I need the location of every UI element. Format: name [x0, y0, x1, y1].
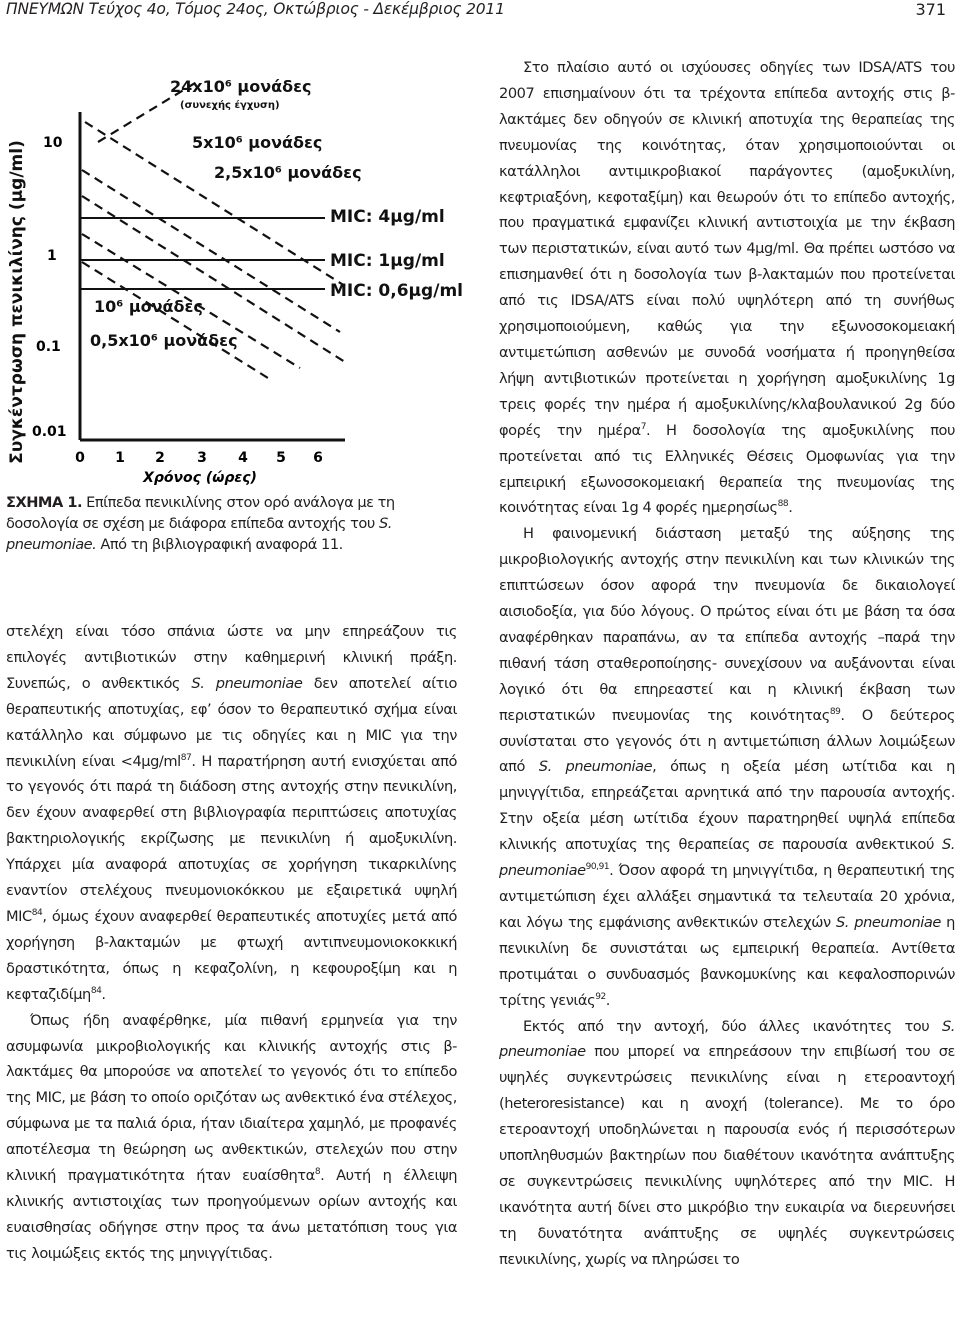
annotation-mic-1: MIC: 1μg/ml: [330, 251, 445, 271]
text-span: δεν αποτελεί αίτιο θεραπευτικής αποτυχίας, εφ’ όσον το θεραπευτικό σχήμα είναι κατάλληλο και σύμφωνο με τις οδηγίες και η MIC για την πενικιλίνη είναι <4μg/ml: [6, 674, 457, 770]
reference-sup: 88: [777, 499, 789, 510]
organism-italic: S. pneumoniae: [191, 674, 303, 692]
right-paragraph-1: [499, 55, 955, 521]
x-tick-5: 5: [276, 450, 286, 466]
y-tick-0.01: 0.01: [32, 424, 67, 440]
y-tick-labels: [32, 135, 67, 440]
text-span: . Η δοσολογία της αμοξυκιλίνης που προτείνεται από τις Ελληνικές Θέσεις Ομοφωνίας για την εμπειρική εξωνοσοκομειακή θεραπεία της πνευμονίας της κοινότητας είναι 1g 4 φορές ημερησίως: [499, 421, 955, 517]
text-span: .: [605, 991, 610, 1009]
text-span: στελέχη είναι τόσο σπάνια ώστε να μην επηρεάζουν τις επιλογές αντιβιοτικών στην καθημερινή κλινική πράξη. Συνεπώς, ο ανθεκτικός: [6, 623, 457, 692]
reference-sup: 84: [90, 985, 102, 996]
reference-sup: 89: [829, 706, 841, 717]
text-span: , όπως η οξεία μέση ωτίτιδα και η μηνιγγίτιδα, επηρεάζεται αρνητικά από την παρουσία αντοχής. Στην οξεία μέση ωτίτιδα έχουν παρατηρηθεί υψηλά επίπεδα κλινικής αποτυχίας της θεραπείας σε παρουσία ανθεκτικού: [499, 758, 955, 854]
right-column: [499, 55, 955, 1273]
caption-label: ΣΧΗΜΑ 1.: [6, 494, 83, 511]
x-tick-3: 3: [197, 450, 207, 466]
x-tick-6: 6: [313, 450, 323, 466]
text-span: . Όσον αφορά τη μηνιγγίτιδα, η θεραπευτική της αντιμετώπιση έχει αλλάξει σημαντικά τα τελευταία 20 χρόνια, και λόγω της εμφάνισης ανθεκτικών στελεχών: [499, 862, 955, 931]
organism-italic: S. pneumoniae: [499, 836, 955, 880]
curve-0.5x10e6: [82, 262, 268, 378]
text-span: . Η παρατήρηση αυτή ενισχύεται από το γεγονός ότι παρά τη διάδοση στης αντοχής στην πενικιλίνη, δεν έχουν αναφερθεί στη βιβλιογραφία περιπτώσεις αποτυχίας βακτηριολογικής εκρίζωσης με πενικιλίνη ή αμοξυκιλίνη. Υπάρχει μία αναφορά αποτυχίας σε χορήγηση τικαρκιλίνης εναντίον στελέχους πνευμονιοκόκκου με εξαιρετικά υψηλή MIC: [6, 752, 457, 925]
text-span: η πενικιλίνη δε συνιστάται ως εμπειρική θεραπεία. Αντίθετα προτιμάται ο συνδυασμός βανκομυκίνης και κεφαλοσπορινών τρίτης γενιάς: [499, 913, 955, 1009]
figure-annotations: [90, 77, 463, 350]
text-span: .: [101, 985, 106, 1003]
y-tick-0.1: 0.1: [36, 339, 61, 355]
annotation-continuous-infusion: (συνεχής έγχυση): [180, 100, 280, 111]
caption-text-1: Επίπεδα πενικιλίνης στον ορό ανάλογα με τη δοσολογία σε σχέση με διάφορα επίπεδα αντοχής του: [6, 494, 395, 532]
text-span: , όμως έχουν αναφερθεί θεραπευτικές αποτυχίες μετά από χορήγηση β-λακταμών με φτωχή αντιπνευμονιοκοκκική δραστικότητα, όπως η κεφαζολίνη, η κεφουροξίμη και η κεφταζιδίμη: [6, 907, 457, 1003]
y-tick-1: 1: [47, 248, 57, 264]
figure-1-graph: [0, 62, 470, 487]
text-span: Στο πλαίσιο αυτό οι ισχύουσες οδηγίες των IDSA/ATS του 2007 επισημαίνουν ότι τα τρέχοντα επίπεδα αντοχής στις β-λακτάμες δεν οδηγούν σε κλινική αποτυχία της θεραπείας της πνευμονίας της κοινότητας, όταν χρησιμοποιούνται οι κατάλληλοι αντιμικροβιακοί παράγοντες (αμοξυκιλίνη, κεφτριαξόνη, κεφοταξίμη) και θεωρούν ότι το επίπεδο αντοχής, που πραγματικά εμφανίζει κλινική αντιστοιχία με την έκβαση των περιστατικών, είναι αυτό των 4μg/ml. Θα πρέπει ωστόσο να επισημανθεί ότι η δοσολογία των β-λακταμών που προτείνεται από τις IDSA/ATS είναι πολύ υψηλότερη από τη συνήθως χρησιμοποιούμενη, καθώς για την εξωνοσοκομειακή αντιμετώπιση ασθενών με συνοδά νοσήματα ή προηγηθείσα λήψη αντιβιοτικών προτείνεται η χορήγηση αμοξυκιλίνης 1g τρεις φορές την ημέρα ή αμοξυκιλίνης/κλαβουλανικού 2g δύο φορές την ημέρα: [499, 59, 955, 439]
organism-italic: S. pneumoniae: [499, 1017, 955, 1061]
y-axis-label: Συγκέντρωση πενικιλίνης (μg/ml): [7, 140, 27, 464]
left-paragraph-2: [6, 1008, 457, 1267]
annotation-mic-0.6: MIC: 0,6μg/ml: [330, 281, 463, 301]
organism-italic: S. pneumoniae: [538, 758, 653, 776]
annotation-5x10e6: 5x10⁶ μονάδες: [192, 133, 323, 152]
caption-organism: S. pneumoniae.: [6, 515, 392, 553]
reference-sup: 7: [640, 421, 646, 432]
x-tick-4: 4: [238, 450, 248, 466]
organism-italic: S. pneumoniae: [835, 913, 941, 931]
annotation-0.5x10e6: 0,5x10⁶ μονάδες: [90, 331, 238, 350]
right-paragraph-2: [499, 521, 955, 1013]
x-tick-1: 1: [115, 450, 125, 466]
annotation-10e6: 10⁶ μονάδες: [94, 297, 203, 316]
annotation-24x10e6: 24x10⁶ μονάδες: [170, 77, 312, 96]
text-span: Όπως ήδη αναφέρθηκε, μία πιθανή ερμηνεία για την ασυμφωνία μικροβιολογικής και κλινικής αντοχής στις β-λακτάμες θα μπορούσε να αποτελεί το γεγονός ότι το επίπεδο της MIC, με βάση το οποίο οριζόταν ως ανθεκτικό ένα στέλεχος, σύμφωνα με τα παλιά όρια, ήταν ιδιαίτερα χαμηλό, με προφανές αποτέλεσμα τη θεώρηση ως ανθεκτικών, στελεχών που στην κλινική πραγματικότητα ήταν ευαίσθητα: [6, 1011, 457, 1185]
text-span: . Αυτή η έλλειψη κλινικής αντιστοιχίας των προηγούμενων ορίων αντοχής και ευαισθησίας οδήγησε στην προς τα άνω μετατόπιση τους για τις λοιμώξεις εκτός της μηνιγγίτιδας.: [6, 1167, 458, 1262]
left-column: [6, 619, 457, 1267]
text-span: Εκτός από την αντοχή, δύο άλλες ικανότητες του: [523, 1017, 942, 1035]
text-span: που μπορεί να επηρεάσουν την επιβίωσή του σε υψηλές συγκεντρώσεις πενικιλίνης είναι η ετεροαντοχή (heteroresistance) και η ανοχή (tolerance). Με το όρο ετεροαντοχή υποδηλώνεται η παρουσία ενός ή περισσότερων υποπληθυσμών βακτηρίων που διαθέτουν ικανότητα ανάπτυξης σε συγκεντρώσεις πενικιλίνης υψηλότερες από την MIC. Η ικανότητα αυτή δίνει στο μικρόβιο την ευκαιρία να διερευνήσει τη δυνατότητα ανάπτυξης σε υψηλές συγκεντρώσεις πενικιλίνης, χωρίς να πληρώσει το: [499, 1043, 955, 1268]
left-paragraph-1: [6, 619, 457, 1008]
annotation-2.5x10e6: 2,5x10⁶ μονάδες: [214, 163, 362, 182]
figure-caption: [6, 492, 466, 555]
text-span: . Ο δεύτερος συνίσταται στο γεγονός ότι η αντιμετώπιση άλλων λοιμώξεων από: [499, 706, 955, 776]
x-tick-labels: [75, 450, 323, 466]
reference-sup: 87: [180, 752, 192, 763]
right-paragraph-3: [499, 1014, 955, 1273]
reference-sup: 8: [314, 1167, 321, 1178]
reference-sup: 84: [31, 908, 43, 919]
figure-1: [0, 62, 470, 487]
caption-text-2: Από τη βιβλιογραφική αναφορά 11.: [96, 536, 343, 553]
x-axis-label: Χρόνος (ώρες): [143, 470, 257, 486]
reference-sup: 90,91: [585, 862, 610, 873]
y-tick-10: 10: [43, 135, 63, 151]
annotation-mic-4: MIC: 4μg/ml: [330, 207, 445, 227]
text-span: Η φαινομενική διάσταση μεταξύ της αύξησης της μικροβιολογικής αντοχής στην πενικιλίνη και των κλινικών της επιπτώσεων όσον αφορά την πνευμονία δε δικαιολογεί αισιοδοξία, για δύο λόγους. Ο πρώτος είναι ότι με βάση τα όσα αναφέρθηκαν παραπάνω, αν τα επίπεδα αντοχής –παρά την πιθανή τάση σταθεροποίησης- συνεχίσουν να αυξάνονται είναι λογικό ότι θα επηρεαστεί και η κλινική έκβαση των περιστατικών πνευμονίας της κοινότητας: [499, 525, 955, 724]
x-tick-0: 0: [75, 450, 85, 466]
page-number: 371: [915, 0, 946, 19]
reference-sup: 92: [595, 991, 606, 1002]
x-tick-2: 2: [155, 450, 165, 466]
text-span: .: [788, 499, 793, 517]
journal-header: ΠΝΕΥΜΩΝ Τεύχος 4ο, Τόμος 24ος, Οκτώβριος - Δεκέμβριος 2011: [6, 0, 505, 18]
